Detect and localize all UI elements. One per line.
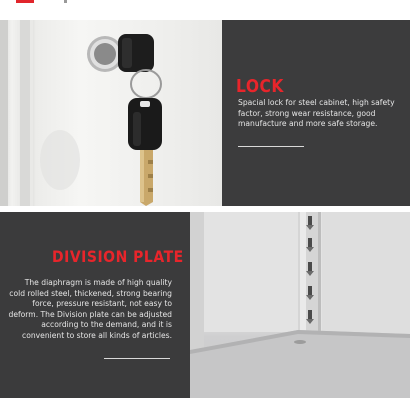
division-plate-description: The diaphragm is made of high quality cold rolled steel, thickened, strong bearing force, pressure resistant, not easy to deform. The Division plate can be adjusted according to the demand, and it is convenient to store all kinds of articles. (8, 278, 172, 340)
top-strip (0, 0, 410, 20)
lock-key-image (0, 20, 222, 206)
division-plate-photo (190, 212, 410, 398)
dot-mark (64, 0, 67, 3)
lock-heading: LOCK (236, 76, 284, 97)
lock-photo (0, 20, 222, 206)
red-accent-mark (16, 0, 34, 3)
lock-divider-line (238, 146, 304, 147)
lock-description: Spacial lock for steel cabinet, high safety factor, strong wear resistance, good manufacture and more safe storage. (238, 98, 395, 129)
division-plate-heading: DIVISION PLATE (52, 248, 184, 267)
shelf-rail-image (190, 212, 410, 398)
division-divider-line (104, 358, 170, 359)
